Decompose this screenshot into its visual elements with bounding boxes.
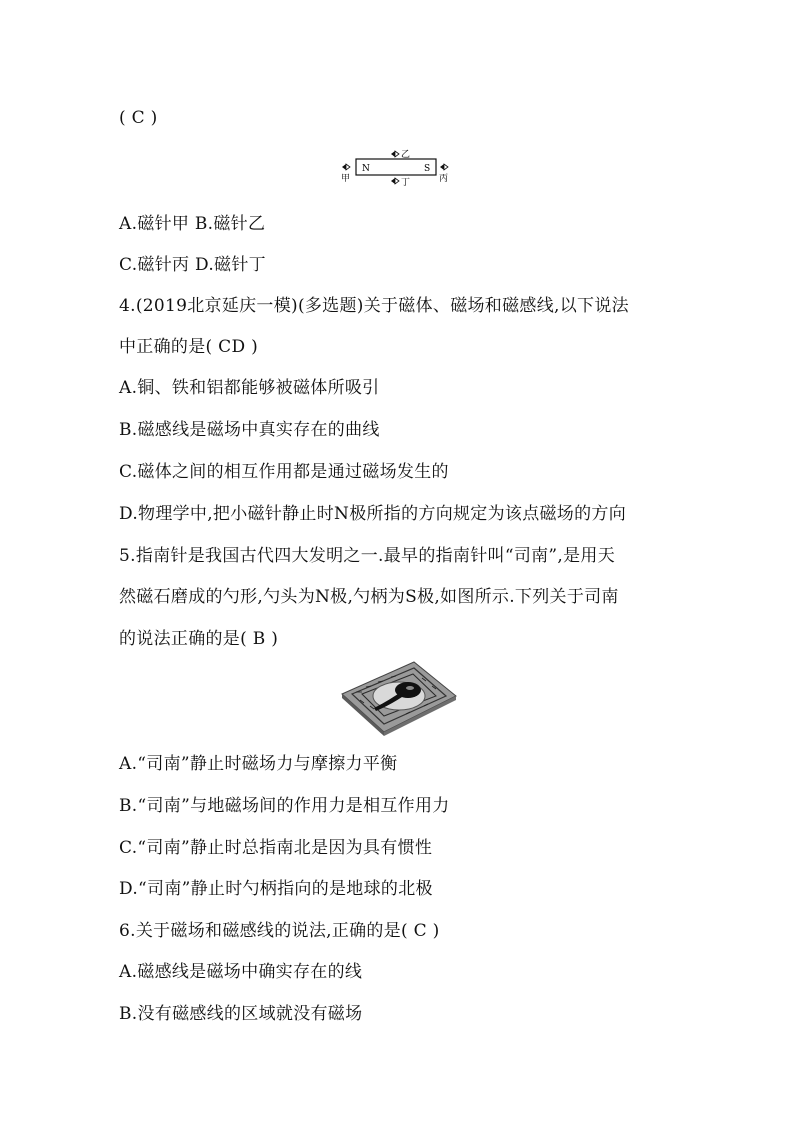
q6-option-b: B.没有磁感线的区域就没有磁场: [119, 1004, 363, 1024]
q5-option-a: A.“司南”静止时磁场力与摩擦力平衡: [119, 754, 398, 774]
magnet-n-pole: N: [362, 164, 370, 174]
label-bing: 丙: [439, 174, 449, 184]
needle-bing-icon: [440, 164, 448, 170]
q6-option-a: A.磁感线是磁场中确实存在的线: [119, 962, 363, 982]
needle-jia-icon: [342, 164, 350, 170]
q4-option-d: D.物理学中,把小磁针静止时N极所指的方向规定为该点磁场的方向: [119, 504, 627, 524]
q5-stem-line1: 5.指南针是我国古代四大发明之一.最早的指南针叫“司南”,是用天: [119, 546, 616, 566]
q3-answer: ( C ): [119, 108, 158, 128]
label-yi: 乙: [401, 150, 411, 160]
q5-option-c: C.“司南”静止时总指南北是因为具有惯性: [119, 838, 433, 858]
q3-option-ab: A.磁针甲 B.磁针乙: [119, 214, 266, 234]
q4-stem-line2: 中正确的是( CD ): [119, 337, 259, 357]
bar-magnet-figure: [338, 146, 456, 188]
q5-stem-line3: 的说法正确的是( B ): [119, 629, 279, 649]
needle-ding-icon: [391, 178, 399, 184]
magnet-s-pole: S: [424, 164, 431, 174]
q4-option-a: A.铜、铁和铝都能够被磁体所吸引: [119, 378, 380, 398]
label-ding: 丁: [401, 178, 411, 188]
q4-stem-line1: 4.(2019北京延庆一模)(多选题)关于磁体、磁场和磁感线,以下说法: [119, 296, 629, 316]
q5-option-b: B.“司南”与地磁场间的作用力是相互作用力: [119, 796, 450, 816]
q6-stem-line1: 6.关于磁场和磁感线的说法,正确的是( C ): [119, 921, 440, 941]
q5-option-d: D.“司南”静止时勺柄指向的是地球的北极: [119, 879, 433, 899]
label-jia: 甲: [341, 174, 351, 184]
q4-option-b: B.磁感线是磁场中真实存在的曲线: [119, 420, 380, 440]
sinan-compass-image: [336, 656, 460, 738]
q4-option-c: C.磁体之间的相互作用都是通过磁场发生的: [119, 462, 449, 482]
needle-yi-icon: [391, 151, 399, 157]
q5-stem-line2: 然磁石磨成的勺形,勺头为N极,勺柄为S极,如图所示.下列关于司南: [119, 587, 619, 607]
q3-option-cd: C.磁针丙 D.磁针丁: [119, 255, 266, 275]
